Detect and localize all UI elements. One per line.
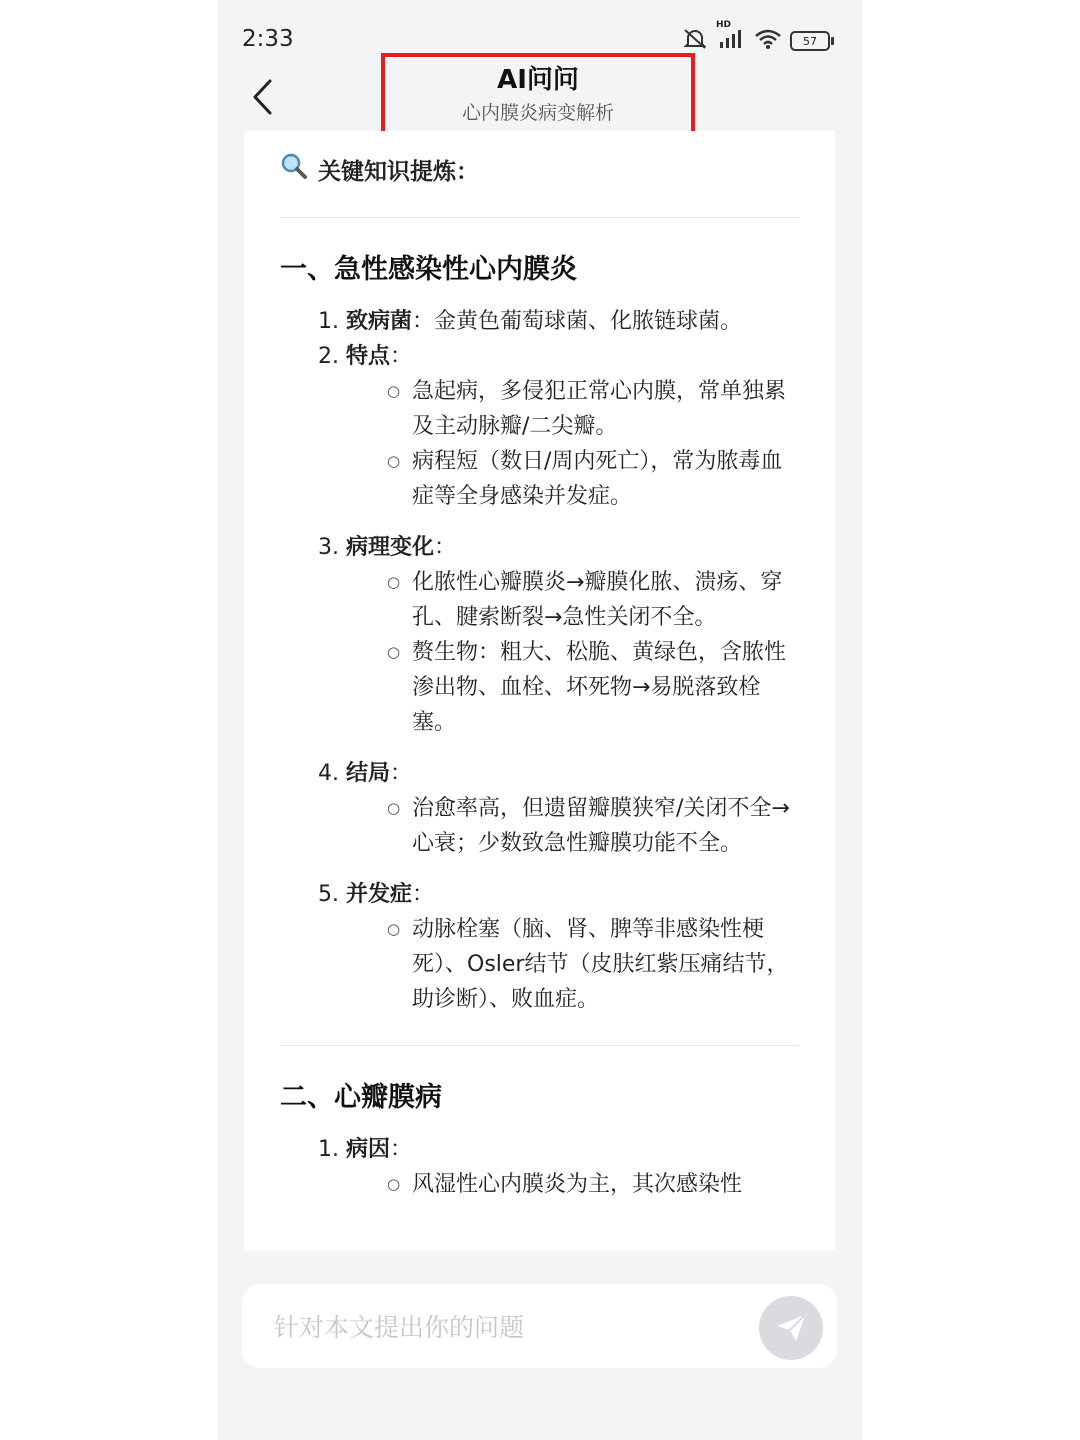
sub-bullet: ○ 赘生物：粗大、松脆、黄绿色，含脓性渗出物、血栓、坏死物→易脱落致栓塞。 bbox=[280, 635, 799, 740]
send-icon bbox=[774, 1311, 808, 1345]
signal-icon bbox=[716, 20, 746, 54]
page-header bbox=[381, 53, 695, 137]
page-subtitle: 心内膜炎病变解析 bbox=[461, 102, 614, 124]
wifi-icon bbox=[754, 28, 782, 54]
sub-bullet: ○ 急起病，多侵犯正常心内膜，常单独累及主动脉瓣/二尖瓣。 bbox=[280, 374, 799, 444]
magnifier-icon bbox=[280, 152, 308, 186]
question-input[interactable] bbox=[272, 1284, 756, 1370]
question-bar bbox=[242, 1284, 837, 1368]
list-item-etiology: 1. 病因： bbox=[318, 1137, 413, 1162]
chevron-left-icon bbox=[251, 78, 273, 116]
battery-icon: 57 bbox=[790, 31, 830, 51]
page-title: AI问问 bbox=[497, 65, 579, 95]
list-item-complications: 5. 并发症： bbox=[318, 882, 435, 907]
status-time: 2:33 bbox=[242, 26, 294, 52]
key-knowledge-text: 关键知识提炼： bbox=[318, 158, 479, 185]
phone-screen bbox=[218, 0, 862, 1440]
status-icons bbox=[682, 20, 830, 54]
list-item-outcome: 4. 结局： bbox=[318, 761, 413, 786]
list-item-features: 2. 特点： bbox=[318, 344, 413, 369]
scroll-fade bbox=[244, 1211, 835, 1251]
list-item-pathology: 3. 病理变化： bbox=[318, 535, 457, 560]
article-card[interactable] bbox=[244, 131, 835, 1251]
sub-bullet-cut: ○ 风湿性心内膜炎为主，其次感染性 bbox=[280, 1167, 799, 1202]
sub-bullet: ○ 治愈率高，但遗留瓣膜狭窄/关闭不全→心衰；少数致急性瓣膜功能不全。 bbox=[280, 791, 799, 861]
list-item-pathogen: 1. 致病菌：金黄色葡萄球菌、化脓链球菌。 bbox=[318, 309, 743, 334]
send-button[interactable] bbox=[759, 1296, 823, 1360]
key-knowledge-heading bbox=[280, 149, 799, 189]
back-button[interactable] bbox=[240, 70, 284, 124]
sub-bullet: ○ 化脓性心瓣膜炎→瓣膜化脓、溃疡、穿孔、腱索断裂→急性关闭不全。 bbox=[280, 565, 799, 635]
section-title: 二、心瓣膜病 bbox=[280, 1082, 442, 1113]
divider bbox=[280, 1045, 799, 1046]
hd-label: HD bbox=[716, 20, 732, 30]
section-title: 一、急性感染性心内膜炎 bbox=[280, 254, 577, 285]
sub-bullet: ○ 病程短（数日/周内死亡），常为脓毒血症等全身感染并发症。 bbox=[280, 444, 799, 514]
divider bbox=[280, 217, 799, 218]
sub-bullet: ○ 动脉栓塞（脑、肾、脾等非感染性梗死）、Osler结节（皮肤红紫压痛结节，助诊断）、败血症。 bbox=[280, 912, 799, 1017]
mute-icon bbox=[682, 28, 708, 54]
